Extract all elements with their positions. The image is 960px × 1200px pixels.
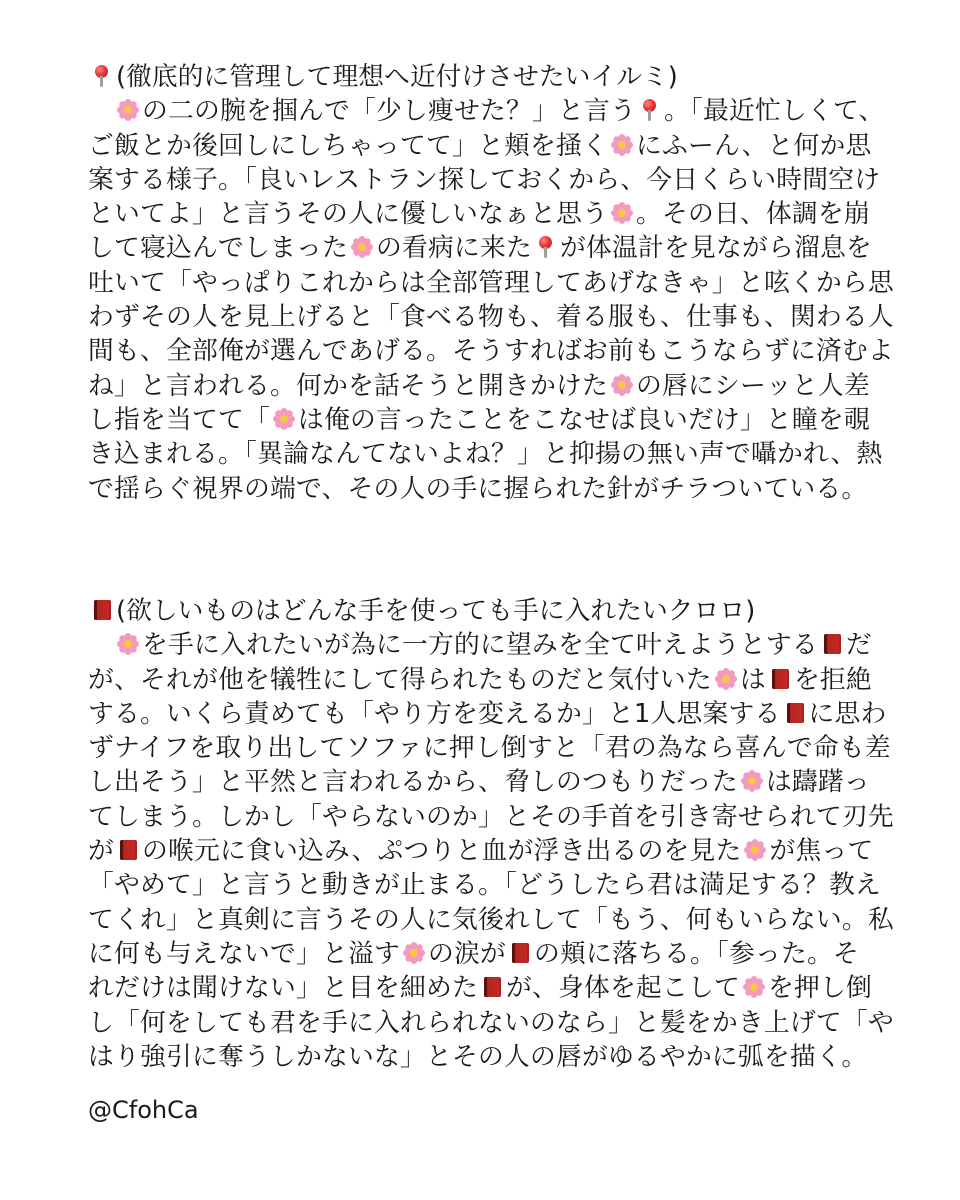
text-line <box>88 868 888 902</box>
text-segment: に思わ <box>808 698 887 729</box>
flower-icon <box>610 133 634 157</box>
text-segment: し出そう」と平然と言われるから、脅しのつもりだった <box>88 767 738 798</box>
text-segment: して寝込んでしまった <box>88 233 348 264</box>
text-segment: れだけは聞けない」と目を細めた <box>88 973 478 1004</box>
text-segment: はり強引に奪うしかないな」とその人の唇がゆるやかに弧を描く。 <box>88 1041 868 1072</box>
text-segment: する。いくら責めても「やり方を変えるか」と1人思案する <box>88 698 781 729</box>
text-segment: だ <box>845 630 872 661</box>
text-segment <box>88 96 114 126</box>
author-credit: @CfohCa <box>88 1096 199 1124</box>
flower-icon <box>714 667 738 691</box>
text-segment: てくれ」と真剣に言うその人に気後れして「もう、何もいらない。私 <box>88 904 894 935</box>
text-line <box>88 903 894 937</box>
text-segment: を手に入れたいが為に一方的に望みを全て叶えようとする <box>142 630 818 661</box>
text-segment: の頬に落ちる。「参った。そ <box>533 938 860 969</box>
text-line <box>88 800 894 834</box>
text-segment: が、身体を起こして <box>505 973 740 1004</box>
flower-icon <box>116 632 140 656</box>
text-segment: し指を当てて「 <box>88 404 270 435</box>
flower-icon <box>743 838 767 862</box>
text-segment: が <box>88 836 114 867</box>
text-segment: 案する様子。「良いレストラン探しておくから、今日くらい時間空け <box>88 164 881 195</box>
text-line <box>88 472 888 506</box>
text-segment: き込まれる。「異論なんてないよね？」と抑揚の無い声で囁かれ、熱 <box>88 439 883 470</box>
flower-icon <box>742 975 766 999</box>
story-section-illumi <box>88 60 894 506</box>
text-segment: にふーん、と何か思 <box>635 130 872 161</box>
text-segment: の看病に来た <box>375 233 532 264</box>
text-line <box>88 731 891 765</box>
text-segment: ご飯とか後回しにしちゃってて」と頬を掻く <box>88 130 608 161</box>
book-icon <box>508 941 532 965</box>
text-line <box>88 129 888 163</box>
text-segment: といてよ」と言うその人に優しいなぁと思う <box>88 199 608 230</box>
pushpin-icon <box>90 64 114 88</box>
text-line <box>88 628 888 662</box>
text-line <box>88 334 894 368</box>
story-section-chrollo <box>88 594 894 1074</box>
flower-icon <box>402 941 426 965</box>
flower-icon <box>740 769 764 793</box>
text-segment: の唇にシーッと人差 <box>635 370 870 401</box>
text-line <box>88 1006 894 1040</box>
section-heading <box>88 594 888 628</box>
pushpin-icon <box>534 235 558 259</box>
text-segment: 吐いて「やっぱりこれからは全部管理してあげなきゃ」と呟くから思 <box>88 267 894 298</box>
text-line <box>88 300 894 334</box>
text-line <box>88 765 888 799</box>
text-line <box>88 94 888 128</box>
text-segment: 「やめて」と言うと動きが止まる。「どうしたら君は満足する？教え <box>88 870 882 901</box>
text-segment: 。「最近忙しくて、 <box>663 96 885 127</box>
text-segment: で揺らぐ視界の端で、その人の手に握られた針がチラついている。 <box>88 473 868 504</box>
text-segment: が、それが他を犠牲にして得られたものだと気付いた <box>88 664 712 695</box>
text-segment: は <box>739 664 766 695</box>
text-line <box>88 1040 888 1074</box>
heading-text: (欲しいものはどんな手を使っても手に入れたいクロロ) <box>116 596 756 626</box>
text-segment: は躊躇っ <box>765 767 870 798</box>
text-segment: し「何をしても君を手に入れられないのなら」と髪をかき上げて「や <box>88 1007 894 1038</box>
section-heading <box>88 60 888 94</box>
book-icon <box>820 632 844 656</box>
text-segment: の二の腕を掴んで「少し痩せた？」と言う <box>142 96 636 127</box>
text-segment: を押し倒 <box>767 973 872 1004</box>
book-icon <box>480 975 504 999</box>
text-segment: が焦って <box>769 836 874 867</box>
text-segment: が体温計を見ながら溜息を <box>559 233 872 264</box>
text-segment: てしまう。しかし「やらないのか」とその手首を引き寄せられて刃先 <box>88 801 894 832</box>
book-icon <box>768 667 792 691</box>
story-body <box>88 628 894 1074</box>
text-segment: の喉元に食い込み、ぷつりと血が浮き出るのを見た <box>142 836 742 867</box>
story-body <box>88 94 894 506</box>
text-segment: ずナイフを取り出してソファに押し倒すと「君の為なら喜んで命も差 <box>88 733 891 764</box>
text-line <box>88 937 888 971</box>
flower-icon <box>116 98 140 122</box>
text-segment: は俺の言ったことをこなせば良いだけ」と瞳を覗 <box>297 404 870 435</box>
text-line <box>88 663 888 697</box>
heading-text: (徹底的に管理して理想へ近付けさせたいイルミ) <box>116 62 678 92</box>
text-line <box>88 369 888 403</box>
text-line <box>88 437 888 471</box>
text-line <box>88 971 888 1005</box>
book-icon <box>116 838 140 862</box>
text-line <box>88 197 888 231</box>
text-segment: を拒絶 <box>793 664 872 695</box>
flower-icon <box>272 407 296 431</box>
book-icon <box>90 598 114 622</box>
flower-icon <box>350 235 374 259</box>
text-segment: に何も与えないで」と溢す <box>88 938 400 969</box>
text-segment: わずその人を見上げると「食べる物も、着る服も、仕事も、関わる人 <box>88 302 894 333</box>
text-line <box>88 163 888 197</box>
book-icon <box>783 701 807 725</box>
text-segment: ね」と言われる。何かを話そうと開きかけた <box>88 370 608 401</box>
text-line <box>88 403 888 437</box>
text-line <box>88 266 894 300</box>
flower-icon <box>610 201 634 225</box>
text-segment: 。その日、体調を崩 <box>635 199 870 230</box>
flower-icon <box>610 373 634 397</box>
text-line <box>88 697 888 731</box>
text-line <box>88 231 888 265</box>
text-segment: の涙が <box>427 938 506 969</box>
text-line <box>88 834 888 868</box>
text-segment <box>88 630 114 660</box>
pushpin-icon <box>638 98 662 122</box>
text-segment: 間も、全部俺が選んであげる。そうすればお前もこうならずに済むよ <box>88 336 894 367</box>
